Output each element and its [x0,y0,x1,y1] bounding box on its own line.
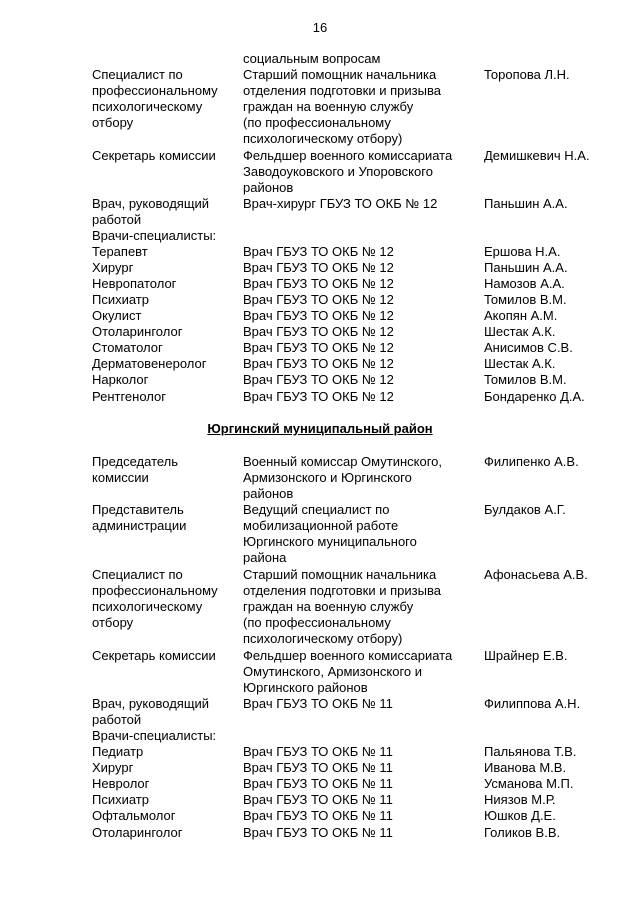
role-cell: Секретарь комиссии [92,148,216,163]
specialist-position: Врач ГБУЗ ТО ОКБ № 12 [243,356,394,371]
specialist-name: Шестак А.К. [484,356,556,371]
position-cell: Старший помощник начальника отделения подготовки и призыва граждан на военную службу (по профессиональному психологическому отбору) [243,67,441,146]
specialist-name: Шестак А.К. [484,324,556,339]
specialist-name: Томилов В.М. [484,292,567,307]
name-cell: Торопова Л.Н. [484,67,570,82]
specialist-role: Офтальмолог [92,808,176,823]
specialist-role: Психиатр [92,792,149,807]
position-cell: Фельдшер военного комиссариата Омутинского, Армизонского и Юргинского районов [243,648,453,695]
specialist-position: Врач ГБУЗ ТО ОКБ № 11 [243,744,393,759]
specialist-role: Невролог [92,776,150,791]
specialist-name: Юшков Д.Е. [484,808,556,823]
specialist-position: Врач ГБУЗ ТО ОКБ № 12 [243,340,394,355]
page-number: 16 [312,20,328,35]
name-cell: Филиппова А.Н. [484,696,581,711]
specialist-role: Отоларинголог [92,324,183,339]
section-title: Юргинский муниципальный район [207,421,433,436]
specialist-position: Врач ГБУЗ ТО ОКБ № 11 [243,825,393,840]
role-cell: Врач, руководящий работой [92,196,210,227]
specialist-name: Пальянова Т.В. [484,744,577,759]
specialist-role: Терапевт [92,244,148,259]
role-cell: Специалист по профессиональному психологическому отбору [92,67,218,130]
specialist-role: Окулист [92,308,142,323]
name-cell: Афонасьева А.В. [484,567,588,582]
specialist-position: Врач ГБУЗ ТО ОКБ № 12 [243,244,394,259]
name-cell: Булдаков А.Г. [484,502,566,517]
specialists-label: Врачи-специалисты: [92,228,217,243]
specialist-role: Психиатр [92,292,149,307]
specialist-position: Врач ГБУЗ ТО ОКБ № 12 [243,324,394,339]
specialist-role: Хирург [92,260,134,275]
specialist-role: Педиатр [92,744,144,759]
specialist-position: Врач ГБУЗ ТО ОКБ № 11 [243,792,393,807]
specialist-position: Врач ГБУЗ ТО ОКБ № 11 [243,808,393,823]
name-cell: Паньшин А.А. [484,196,568,211]
position-cell: Старший помощник начальника отделения подготовки и призыва граждан на военную службу (по профессиональному психологическому отбору) [243,567,441,646]
role-cell: Врач, руководящий работой [92,696,210,727]
specialist-name: Голиков В.В. [484,825,561,840]
position-cell: Врач-хирург ГБУЗ ТО ОКБ № 12 [243,196,438,211]
position-cell: Ведущий специалист по мобилизационной работе Юргинского муниципального района [243,502,417,565]
specialist-name: Намозов А.А. [484,276,565,291]
specialist-role: Дерматовенеролог [92,356,207,371]
specialist-name: Ершова Н.А. [484,244,561,259]
specialist-role: Рентгенолог [92,389,166,404]
role-cell: Председатель комиссии [92,454,179,485]
name-cell: Шрайнер Е.В. [484,648,568,663]
specialist-position: Врач ГБУЗ ТО ОКБ № 11 [243,760,393,775]
specialist-position: Врач ГБУЗ ТО ОКБ № 12 [243,372,394,387]
position-cell: Фельдшер военного комиссариата Заводоуковского и Упоровского районов [243,148,453,195]
specialist-position: Врач ГБУЗ ТО ОКБ № 12 [243,292,394,307]
name-cell: Демишкевич Н.А. [484,148,590,163]
specialist-name: Акопян А.М. [484,308,558,323]
role-cell: Секретарь комиссии [92,648,216,663]
specialist-name: Ниязов М.Р. [484,792,556,807]
specialist-name: Усманова М.П. [484,776,574,791]
specialist-position: Врач ГБУЗ ТО ОКБ № 12 [243,389,394,404]
specialist-position: Врач ГБУЗ ТО ОКБ № 12 [243,276,394,291]
specialist-role: Невропатолог [92,276,177,291]
specialist-name: Бондаренко Д.А. [484,389,585,404]
name-cell: Филипенко А.В. [484,454,579,469]
specialist-name: Паньшин А.А. [484,260,568,275]
role-cell: Представитель администрации [92,502,187,533]
specialist-name: Анисимов С.В. [484,340,573,355]
position-cell: Военный комиссар Омутинского, Армизонского и Юргинского районов [243,454,442,501]
role-cell: Специалист по профессиональному психологическому отбору [92,567,218,630]
specialist-role: Хирург [92,760,134,775]
position-cell: Врач ГБУЗ ТО ОКБ № 11 [243,696,393,711]
specialist-role: Стоматолог [92,340,163,355]
specialists-label: Врачи-специалисты: [92,728,217,743]
specialist-role: Отоларинголог [92,825,183,840]
specialist-position: Врач ГБУЗ ТО ОКБ № 12 [243,308,394,323]
specialist-name: Иванова М.В. [484,760,567,775]
specialist-name: Томилов В.М. [484,372,567,387]
specialist-position: Врач ГБУЗ ТО ОКБ № 12 [243,260,394,275]
specialist-position: Врач ГБУЗ ТО ОКБ № 11 [243,776,393,791]
specialist-role: Нарколог [92,372,149,387]
continuation-text: социальным вопросам [243,51,381,66]
